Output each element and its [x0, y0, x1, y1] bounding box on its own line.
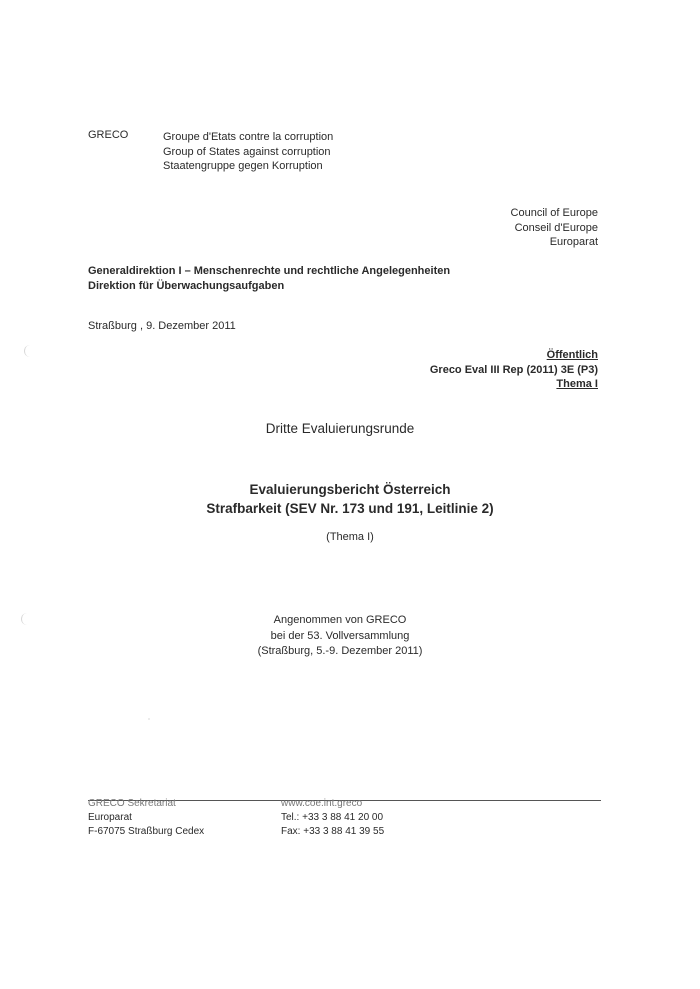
classification-theme: Thema I	[556, 378, 598, 390]
scan-hole-mark-upper	[24, 345, 30, 357]
greco-name-fr: Groupe d'Etats contre la corruption	[163, 131, 334, 143]
footer-website-link[interactable]: www.coe.int.greco	[281, 798, 363, 809]
document-reference: Greco Eval III Rep (2011) 3E (P3)	[429, 363, 598, 376]
scan-hole-mark-lower	[21, 613, 27, 625]
greco-name-de: Staatengruppe gegen Korruption	[163, 160, 323, 172]
council-name-en: Council of Europe	[510, 207, 598, 219]
greco-name-en: Group of States against corruption	[163, 145, 331, 158]
footer-telephone: Tel.: +33 3 88 41 20 00	[281, 812, 384, 823]
round-title: Dritte Evaluierungsrunde	[265, 421, 415, 436]
adoption-block	[0, 613, 680, 660]
council-name-fr: Conseil d'Europe	[514, 221, 598, 234]
place-and-date: Straßburg , 9. Dezember 2011	[88, 320, 236, 332]
footer-secretariat: GRECO Sekretariat	[88, 798, 176, 809]
adoption-line-1: Angenommen von GRECO	[273, 614, 407, 626]
directorate-division: Direktion für Überwachungsaufgaben	[88, 279, 285, 292]
directorate-general: Generaldirektion I – Menschenrechte und rechtliche Angelegenheiten	[88, 265, 451, 277]
report-title-line-2: Strafbarkeit (SEV Nr. 173 und 191, Leitlinie 2)	[206, 501, 494, 516]
directorate-block	[88, 264, 450, 293]
council-of-europe-block	[511, 206, 598, 250]
adoption-line-3: (Straßburg, 5.-9. Dezember 2011)	[257, 645, 423, 657]
council-name-de: Europarat	[549, 236, 598, 248]
greco-full-names	[163, 130, 333, 174]
footer-address	[88, 797, 204, 839]
report-subtitle: (Thema I)	[326, 531, 374, 543]
footer-contact	[281, 797, 384, 839]
greco-abbreviation: GRECO	[88, 129, 129, 141]
report-title-line-1: Evaluierungsbericht Österreich	[249, 482, 451, 497]
classification-status: Öffentlich	[546, 349, 598, 361]
footer-org: Europarat	[88, 812, 132, 823]
adoption-line-2: bei der 53. Vollversammlung	[270, 629, 410, 642]
scan-speck	[148, 718, 150, 720]
report-title	[0, 480, 700, 518]
footer-postal-address: F-67075 Straßburg Cedex	[88, 826, 205, 837]
footer-fax: Fax: +33 3 88 41 39 55	[281, 826, 385, 837]
classification-block	[430, 348, 598, 392]
